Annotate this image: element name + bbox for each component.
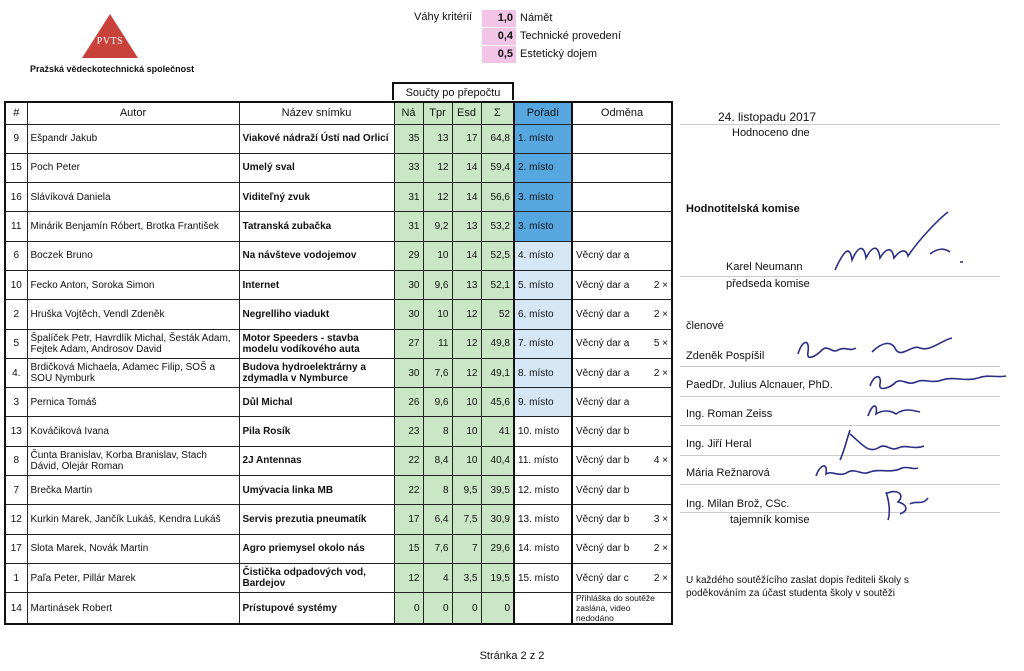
cell-title: Pila Rosík (239, 417, 394, 446)
cell-sum: 39,5 (481, 476, 514, 505)
cell-esd: 14 (452, 153, 481, 182)
cell-rank: 14. místo (514, 534, 572, 563)
cell-na: 22 (394, 446, 423, 475)
weight-value: 0,5 (482, 46, 516, 63)
cell-title: Na návšteve vodojemov (239, 241, 394, 270)
cell-tpr: 12 (423, 153, 452, 182)
table-row (5, 593, 672, 625)
cell-author: Slávíková Daniela (27, 183, 239, 212)
cell-author: Slota Marek, Novák Martin (27, 534, 239, 563)
cell-num: 1 (5, 563, 27, 592)
committee-heading: Hodnotitelská komise (686, 203, 800, 215)
cell-na: 0 (394, 593, 423, 625)
cell-sum: 59,4 (481, 153, 514, 182)
cell-na: 30 (394, 270, 423, 299)
table-row (5, 183, 672, 212)
header-esd: Esd (452, 102, 481, 124)
cell-title: 2J Antennas (239, 446, 394, 475)
cell-num: 9 (5, 124, 27, 153)
cell-sum: 41 (481, 417, 514, 446)
cell-esd: 10 (452, 417, 481, 446)
reward-label: Věcný dar b (576, 455, 630, 467)
cell-esd: 14 (452, 183, 481, 212)
header-sum: Σ (481, 102, 514, 124)
reward-label: Věcný dar b (576, 514, 630, 525)
cell-title: Tatranská zubačka (239, 212, 394, 241)
cell-author: Kováčiková Ivana (27, 417, 239, 446)
cell-num: 5 (5, 329, 27, 358)
header-tpr: Tpr (423, 102, 452, 124)
cell-na: 30 (394, 300, 423, 329)
cell-tpr: 9,6 (423, 388, 452, 417)
table-row (5, 329, 672, 358)
cell-sum: 52,5 (481, 241, 514, 270)
cell-author: Kurkin Marek, Jančík Lukáš, Kendra Lukáš (27, 505, 239, 534)
cell-esd: 10 (452, 446, 481, 475)
cell-num: 7 (5, 476, 27, 505)
cell-reward (572, 212, 672, 241)
weight-name: Estetický dojem (520, 48, 598, 60)
cell-title: Negrelliho viadukt (239, 300, 394, 329)
cell-num: 17 (5, 534, 27, 563)
table-row (5, 446, 672, 475)
cell-title: Důl Michal (239, 388, 394, 417)
cell-na: 31 (394, 212, 423, 241)
cell-tpr: 10 (423, 241, 452, 270)
results-table (4, 101, 673, 625)
cell-reward (572, 241, 672, 270)
table-row (5, 241, 672, 270)
reward-label: Věcný dar a (576, 367, 630, 379)
members-label: členové (686, 320, 724, 332)
reward-label: Věcný dar b (576, 484, 630, 496)
cell-tpr: 8 (423, 476, 452, 505)
cell-rank: 15. místo (514, 563, 572, 592)
reward-label: Věcný dar c (576, 572, 629, 584)
cell-tpr: 4 (423, 563, 452, 592)
header-title: Název snímku (239, 102, 394, 124)
signature-member-3 (860, 398, 940, 422)
cell-reward (572, 270, 672, 299)
table-row (5, 270, 672, 299)
logo-text: PVTS (96, 36, 124, 47)
cell-author: Hruška Vojtěch, Vendl Zdeněk (27, 300, 239, 329)
cell-title: Umelý sval (239, 153, 394, 182)
reward-count: 2 × (653, 572, 668, 584)
member-name: Ing. Roman Zeiss (686, 408, 773, 420)
table-row (5, 505, 672, 534)
cell-rank: 9. místo (514, 388, 572, 417)
cell-na: 31 (394, 183, 423, 212)
cell-na: 27 (394, 329, 423, 358)
cell-esd: 17 (452, 124, 481, 153)
header-reward: Odměna (572, 102, 672, 124)
cell-rank: 6. místo (514, 300, 572, 329)
header-num: # (5, 102, 27, 124)
cell-rank: 8. místo (514, 358, 572, 387)
cell-sum: 53,2 (481, 212, 514, 241)
reward-label: Věcný dar a (576, 250, 630, 262)
weight-value: 0,4 (482, 28, 516, 45)
cell-rank (514, 593, 572, 625)
cell-num: 10 (5, 270, 27, 299)
cell-na: 26 (394, 388, 423, 417)
cell-reward (572, 593, 672, 625)
cell-rank: 4. místo (514, 241, 572, 270)
cell-rank: 10. místo (514, 417, 572, 446)
reward-label: Věcný dar a (576, 308, 630, 320)
weight-row (482, 10, 642, 27)
cell-na: 15 (394, 534, 423, 563)
cell-na: 30 (394, 358, 423, 387)
header-na: Ná (394, 102, 423, 124)
cell-esd: 7 (452, 534, 481, 563)
cell-num: 12 (5, 505, 27, 534)
cell-esd: 9,5 (452, 476, 481, 505)
table-header-row (5, 102, 672, 124)
weight-name: Technické provedení (520, 30, 621, 42)
cell-reward (572, 446, 672, 475)
signature-chair (820, 208, 970, 283)
cell-num: 2 (5, 300, 27, 329)
cell-reward (572, 388, 672, 417)
cell-tpr: 11 (423, 329, 452, 358)
table-row (5, 358, 672, 387)
reward-label: Věcný dar a (576, 279, 630, 291)
cell-title: Umývacia linka MB (239, 476, 394, 505)
member-name: Zdeněk Pospíšil (686, 350, 765, 362)
weight-row (482, 28, 642, 45)
table-row (5, 124, 672, 153)
cell-reward (572, 124, 672, 153)
cell-author: Poch Peter (27, 153, 239, 182)
table-row (5, 388, 672, 417)
cell-esd: 12 (452, 329, 481, 358)
cell-title: Internet (239, 270, 394, 299)
cell-num: 11 (5, 212, 27, 241)
cell-author: Ešpandr Jakub (27, 124, 239, 153)
cell-tpr: 0 (423, 593, 452, 625)
reward-count: 5 × (653, 338, 668, 350)
member-name: PaedDr. Julius Alcnauer, PhD. (686, 379, 833, 391)
cell-title: Servis prezutia pneumatík (239, 505, 394, 534)
cell-esd: 13 (452, 212, 481, 241)
cell-rank: 11. místo (514, 446, 572, 475)
reward-label: Věcný dar b (576, 543, 630, 555)
signature-member-1 (792, 330, 972, 370)
cell-esd: 12 (452, 358, 481, 387)
cell-author: Pernica Tomáš (27, 388, 239, 417)
signature-secretary (876, 484, 936, 524)
signature-member-5 (810, 456, 920, 486)
cell-tpr: 13 (423, 124, 452, 153)
cell-author: Brdičková Michaela, Adamec Filip, SOŠ a SOU Nymburk (27, 358, 239, 387)
cell-rank: 12. místo (514, 476, 572, 505)
cell-sum: 29,6 (481, 534, 514, 563)
cell-sum: 64,8 (481, 124, 514, 153)
cell-author: Špalíček Petr, Havrdlík Michal, Šesták Adam, Fejtek Adam, Androsov David (27, 329, 239, 358)
cell-title: Budova hydroelektrárny a zdymadla v Nymburce (239, 358, 394, 387)
cell-tpr: 9,2 (423, 212, 452, 241)
weight-row (482, 46, 642, 63)
cell-esd: 14 (452, 241, 481, 270)
reward-label: Přihláška do soutěže zaslána, video nedodáno (576, 593, 655, 624)
cell-num: 8 (5, 446, 27, 475)
cell-author: Minárik Benjamín Róbert, Brotka František (27, 212, 239, 241)
cell-esd: 7,5 (452, 505, 481, 534)
cell-esd: 10 (452, 388, 481, 417)
cell-title: Viakové nádraží Ústí nad Orlicí (239, 124, 394, 153)
cell-rank: 3. místo (514, 183, 572, 212)
cell-tpr: 12 (423, 183, 452, 212)
cell-na: 33 (394, 153, 423, 182)
cell-num: 13 (5, 417, 27, 446)
cell-reward (572, 417, 672, 446)
cell-reward (572, 300, 672, 329)
table-row (5, 300, 672, 329)
evaluation-date: 24. listopadu 2017 (718, 110, 817, 124)
cell-na: 23 (394, 417, 423, 446)
table-row (5, 534, 672, 563)
cell-tpr: 7,6 (423, 358, 452, 387)
cell-reward (572, 329, 672, 358)
cell-sum: 49,8 (481, 329, 514, 358)
reward-count: 3 × (653, 514, 668, 525)
cell-title: Čistička odpadových vod, Bardejov (239, 563, 394, 592)
cell-author: Čunta Branislav, Korba Branislav, Stach Dávid, Olejár Roman (27, 446, 239, 475)
cell-na: 29 (394, 241, 423, 270)
cell-na: 17 (394, 505, 423, 534)
cell-reward (572, 505, 672, 534)
reward-count: 2 × (653, 308, 668, 320)
cell-author: Fecko Anton, Soroka Simon (27, 270, 239, 299)
cell-num: 15 (5, 153, 27, 182)
organization-name: Pražská vědeckotechnická společnost (30, 64, 195, 74)
cell-num: 14 (5, 593, 27, 625)
cell-num: 4. (5, 358, 27, 387)
evaluation-note: U každého soutěžícího zaslat dopis řediteli školy s poděkováním za účast studenta školy v soutěži (686, 575, 909, 599)
cell-reward (572, 563, 672, 592)
cell-num: 3 (5, 388, 27, 417)
cell-reward (572, 153, 672, 182)
cell-tpr: 8 (423, 417, 452, 446)
cell-na: 22 (394, 476, 423, 505)
secretary-role: tajemník komise (730, 514, 810, 526)
cell-esd: 0 (452, 593, 481, 625)
cell-title: Prístupové systémy (239, 593, 394, 625)
evaluation-date-caption: Hodnoceno dne (732, 127, 810, 139)
cell-sum: 30,9 (481, 505, 514, 534)
cell-sum: 56,6 (481, 183, 514, 212)
cell-sum: 52 (481, 300, 514, 329)
member-name: Mária Režnarová (686, 467, 770, 479)
cell-sum: 45,6 (481, 388, 514, 417)
reward-label: Věcný dar a (576, 338, 630, 350)
cell-tpr: 7,6 (423, 534, 452, 563)
cell-sum: 40,4 (481, 446, 514, 475)
table-row (5, 417, 672, 446)
cell-author: Paľa Peter, Pillár Marek (27, 563, 239, 592)
cell-tpr: 9,6 (423, 270, 452, 299)
chair-name: Karel Neumann (726, 261, 803, 273)
cell-reward (572, 476, 672, 505)
cell-reward (572, 534, 672, 563)
signature-member-2 (862, 368, 1012, 398)
cell-rank: 5. místo (514, 270, 572, 299)
reward-count: 2 × (653, 279, 668, 291)
cell-na: 12 (394, 563, 423, 592)
cell-rank: 2. místo (514, 153, 572, 182)
cell-esd: 3,5 (452, 563, 481, 592)
cell-title: Viditeľný zvuk (239, 183, 394, 212)
table-row (5, 476, 672, 505)
cell-rank: 3. místo (514, 212, 572, 241)
group-header: Součty po přepočtu (392, 82, 514, 100)
member-name: Ing. Jiří Heral (686, 438, 752, 450)
cell-tpr: 6,4 (423, 505, 452, 534)
cell-sum: 0 (481, 593, 514, 625)
cell-esd: 13 (452, 270, 481, 299)
cell-tpr: 10 (423, 300, 452, 329)
cell-na: 35 (394, 124, 423, 153)
weight-value: 1,0 (482, 10, 516, 27)
chair-role: předseda komise (726, 278, 810, 290)
cell-author: Boczek Bruno (27, 241, 239, 270)
header-rank: Pořadí (514, 102, 572, 124)
table-row (5, 563, 672, 592)
cell-reward (572, 183, 672, 212)
cell-tpr: 8,4 (423, 446, 452, 475)
reward-label: Věcný dar a (576, 396, 630, 408)
cell-author: Brečka Martin (27, 476, 239, 505)
reward-count: 4 × (653, 455, 668, 467)
weight-name: Námět (520, 12, 553, 24)
cell-reward (572, 358, 672, 387)
table-row (5, 153, 672, 182)
reward-label: Věcný dar b (576, 426, 630, 438)
header-author: Autor (27, 102, 239, 124)
cell-rank: 1. místo (514, 124, 572, 153)
weights-label: Váhy kritérií (414, 11, 473, 23)
cell-esd: 12 (452, 300, 481, 329)
cell-num: 16 (5, 183, 27, 212)
member-name: Ing. Milan Brož, CSc. (686, 498, 790, 510)
page-footer: Stránka 2 z 2 (479, 650, 545, 662)
reward-count: 2 × (653, 367, 668, 379)
cell-rank: 13. místo (514, 505, 572, 534)
cell-sum: 19,5 (481, 563, 514, 592)
cell-sum: 49,1 (481, 358, 514, 387)
cell-rank: 7. místo (514, 329, 572, 358)
reward-count: 2 × (653, 543, 668, 555)
cell-title: Agro priemysel okolo nás (239, 534, 394, 563)
cell-num: 6 (5, 241, 27, 270)
cell-author: Martinásek Robert (27, 593, 239, 625)
cell-sum: 52,1 (481, 270, 514, 299)
table-row (5, 212, 672, 241)
cell-title: Motor Speeders - stavba modelu vodíkového auta (239, 329, 394, 358)
